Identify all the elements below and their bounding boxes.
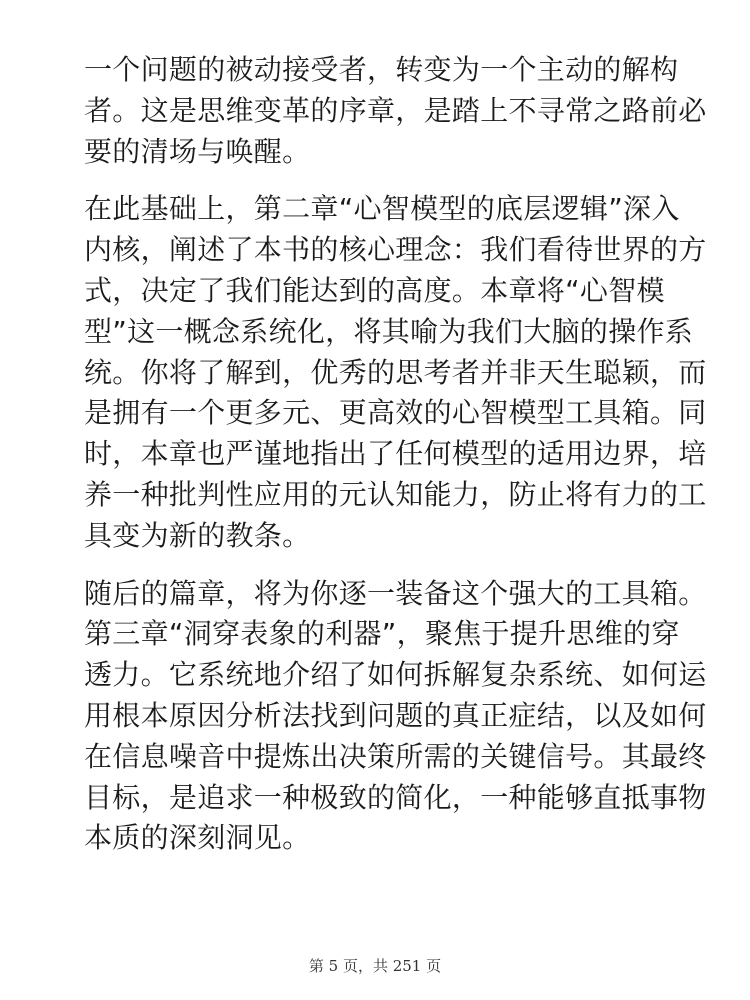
body-text	[84, 50, 707, 876]
text-line: 内核，阐述了本书的核心理念：我们看待世界的方	[84, 233, 707, 267]
text-line: 本质的深刻洞见。	[84, 821, 311, 855]
text-line: 型”这一概念系统化，将其喻为我们大脑的操作系	[84, 314, 694, 348]
text-line: 用根本原因分析法找到问题的真正症结，以及如何	[84, 698, 707, 732]
paragraph-1	[84, 50, 707, 172]
text-line: 要的清场与唤醒。	[84, 134, 311, 168]
text-line: 统。你将了解到，优秀的思考者并非天生聪颖，而	[84, 355, 707, 389]
text-line: 透力。它系统地介绍了如何拆解复杂系统、如何运	[84, 658, 707, 692]
text-line: 目标，是追求一种极致的简化，一种能够直抵事物	[84, 780, 707, 814]
text-line: 具变为新的教条。	[84, 518, 311, 552]
text-line: 第三章“洞穿表象的利器”，聚焦于提升思维的穿	[84, 617, 680, 651]
text-line: 一个问题的被动接受者，转变为一个主动的解构	[84, 53, 679, 86]
text-line: 养一种批判性应用的元认知能力，防止将有力的工	[84, 477, 707, 511]
text-line: 时，本章也严谨地指出了任何模型的适用边界，培	[84, 437, 707, 471]
text-line: 随后的篇章，将为你逐一装备这个强大的工具箱。	[84, 576, 707, 610]
text-line: 在信息噪音中提炼出决策所需的关键信号。其最终	[84, 739, 707, 773]
page-number-footer: 第 5 页，共 251 页	[308, 957, 442, 975]
text-line: 是拥有一个更多元、更高效的心智模型工具箱。同	[84, 396, 707, 430]
text-line: 式，决定了我们能达到的高度。本章将“心智模	[84, 273, 665, 307]
paragraph-3	[84, 574, 707, 860]
text-line: 在此基础上，第二章“心智模型的底层逻辑”深入	[84, 192, 680, 226]
text-line: 者。这是思维变革的序章，是踏上不寻常之路前必	[84, 93, 707, 127]
paragraph-2	[84, 189, 707, 556]
